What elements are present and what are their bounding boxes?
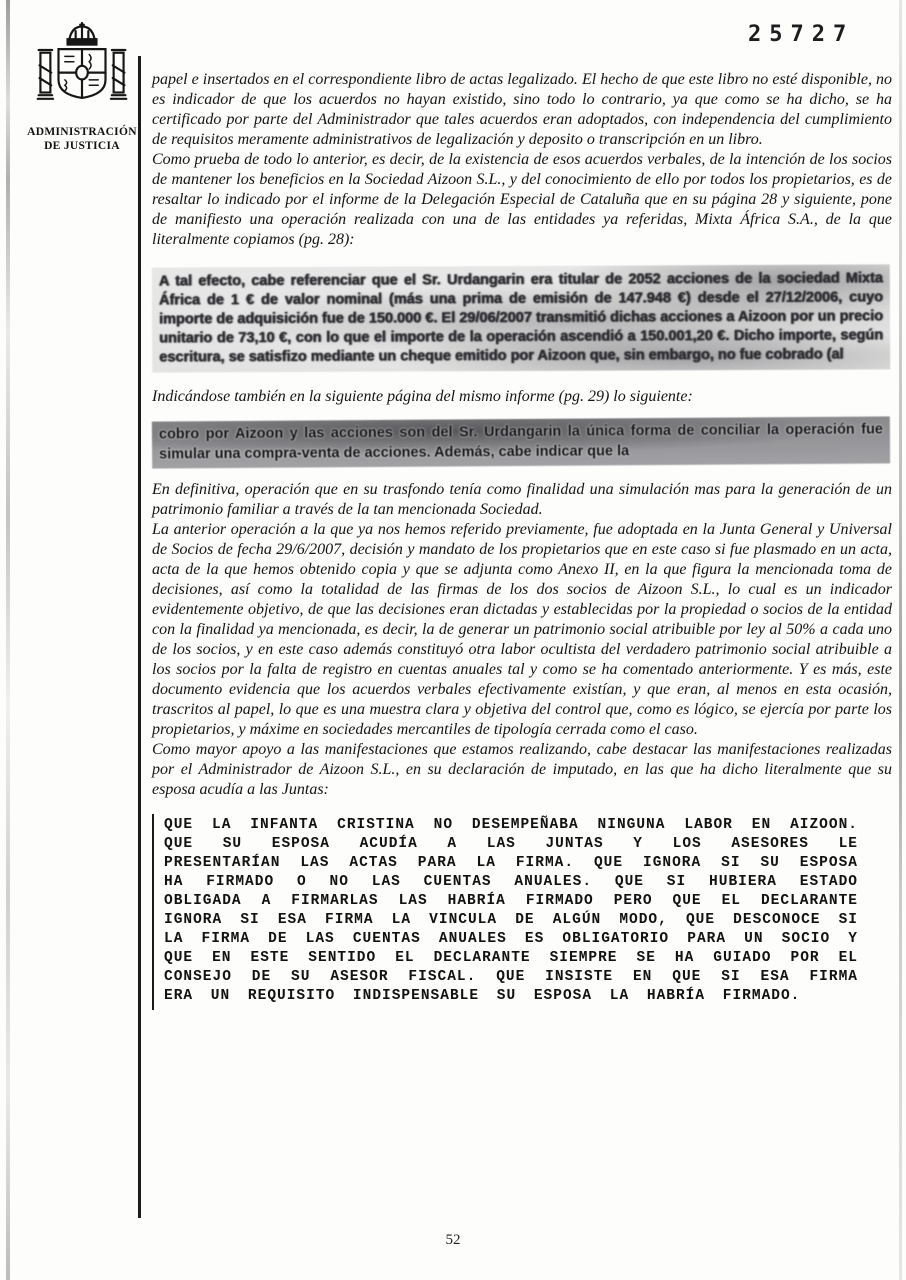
- org-line-1: ADMINISTRACIÓN: [27, 126, 137, 138]
- organization-name: [26, 126, 138, 153]
- margin-rule: [138, 56, 141, 1218]
- letterhead: [26, 20, 138, 153]
- paragraph: papel e insertados en el correspondiente libro de actas legalizado. El hecho de que este libro no esté disponible, no es indicador de que los acuerdos no hayan existido, sino todo lo contrario, ya que como se ha dicho, se ha certificado por parte del Administrador que tales acuerdos eran adoptados, con independencia del cumplimiento de requisitos meramente administrativos de legalización y deposito o transcripción en un libro.: [152, 71, 892, 148]
- document-body: [152, 70, 892, 1010]
- paragraph: En definitiva, operación que en su trasfondo tenía como finalidad una simulación mas para la generación de un patrimonio familiar a través de la tan mencionada Sociedad.: [152, 481, 892, 518]
- spain-coat-of-arms-icon: [35, 20, 129, 118]
- photocopied-excerpt-pg29: cobro por Aizoon y las acciones son del Sr. Urdangarin la única forma de conciliar la operación fue simular una compra-venta de acciones. Además, cabe indicar que la: [152, 416, 890, 468]
- paragraph: Como mayor apoyo a las manifestaciones que estamos realizando, cabe destacar las manifestaciones realizadas por el Administrador de Aizoon S.L., en su declaración de imputado, en las que ha dicho literalmente que su esposa acudía a las Juntas:: [152, 741, 892, 798]
- page-number: 52: [445, 1232, 461, 1248]
- declaration-quote-block: QUE LA INFANTA CRISTINA NO DESEMPEÑABA NINGUNA LABOR EN AIZOON. QUE SU ESPOSA ACUDÍA A LAS JUNTAS Y LOS ASESORES LE PRESENTARÍAN LAS ACTAS PARA LA FIRMA. QUE IGNORA SI SU ESPOSA HA FIRMADO O NO LAS CUENTAS ANUALES. QUE SI HUBIERA ESTADO OBLIGADA A FIRMARLAS LAS HABRÍA FIRMADO PERO QUE EL DECLARANTE IGNORA SI ESA FIRMA LA VINCULA DE ALGÚN MODO, QUE DESCONOCE SI LA FIRMA DE LAS CUENTAS ANUALES ES OBLIGATORIO PARA UN SOCIO Y QUE EN ESTE SENTIDO EL DECLARANTE SIEMPRE SE HA GUIADO POR EL CONSEJO DE SU ASESOR FISCAL. QUE INSISTE EN QUE SI ESA FIRMA ERA UN REQUISITO INDISPENSABLE SU ESPOSA LA HABRÍA FIRMADO.: [152, 814, 858, 1010]
- photocopied-excerpt-pg28: A tal efecto, cabe referenciar que el Sr. Urdangarin era titular de 2052 acciones de la sociedad Mixta África de 1 € de valor nominal (más una prima de emisión de 147.948 €) desde el 27/12/2006, cuyo importe de adquisición fue de 150.000 €. El 29/06/2007 transmitió dichas acciones a Aizoon por un precio unitario de 73,10 €, con lo que el importe de la operación ascendió a 150.001,20 €. Dicho importe, según escritura, se satisfizo mediante un cheque emitido por Aizoon que, sin embargo, no fue cobrado (al: [152, 264, 890, 372]
- scan-artifact-right-edge: [899, 0, 902, 1280]
- paragraph: Indicándose también en la siguiente página del mismo informe (pg. 29) lo siguiente:: [152, 388, 693, 405]
- paragraph: La anterior operación a la que ya nos hemos referido previamente, fue adoptada en la Junta General y Universal de Socios de fecha 29/6/2007, decisión y mandato de los propietarios que en este caso si fue plasmado en un acta, acta de la que hemos obtenido copia y que se adjunta como Anexo II, en la que figura la mencionada toma de decisiones, así como la totalidad de las firmas de los dos socios de Aizoon S.L., lo cual es un indicador evidentemente objetivo, de que las decisiones eran dictadas y establecidas por la propiedad o socios de la entidad con la finalidad ya mencionada, es decir, la de generar un patrimonio social atribuible por ley al 50% a cada uno de los socios, y en este caso además constituyó otra labor ocultista del verdadero patrimonio social atribuible a los socios por la falta de registro en cuentas anuales tal y como se ha comentado anteriormente. Y es más, este documento evidencia que los acuerdos verbales efectivamente existían, y que eran, al menos en esta ocasión, trascritos al papel, lo que es una muestra clara y objetiva del control que, como es lógico, se ejercía por parte los propietarios, y máxime en sociedades mercantiles de tipología cerrada como el caso.: [152, 521, 892, 738]
- folio-stamp-number: 25727: [748, 22, 855, 47]
- paragraph: Como prueba de todo lo anterior, es decir, de la existencia de esos acuerdos verbales, de la intención de los socios de mantener los beneficios en la Sociedad Aizoon S.L., y del conocimiento de ello por todos los propietarios, es de resaltar lo indicado por el informe de la Delegación Especial de Cataluña que en su página 28 y siguiente, pone de manifiesto una operación realizada con una de las entidades ya referidas, Mixta África S.A., de la que literalmente copiamos (pg. 28):: [152, 151, 892, 248]
- scan-artifact-left-edge: [6, 0, 10, 1280]
- org-line-2: DE JUSTICIA: [44, 139, 120, 152]
